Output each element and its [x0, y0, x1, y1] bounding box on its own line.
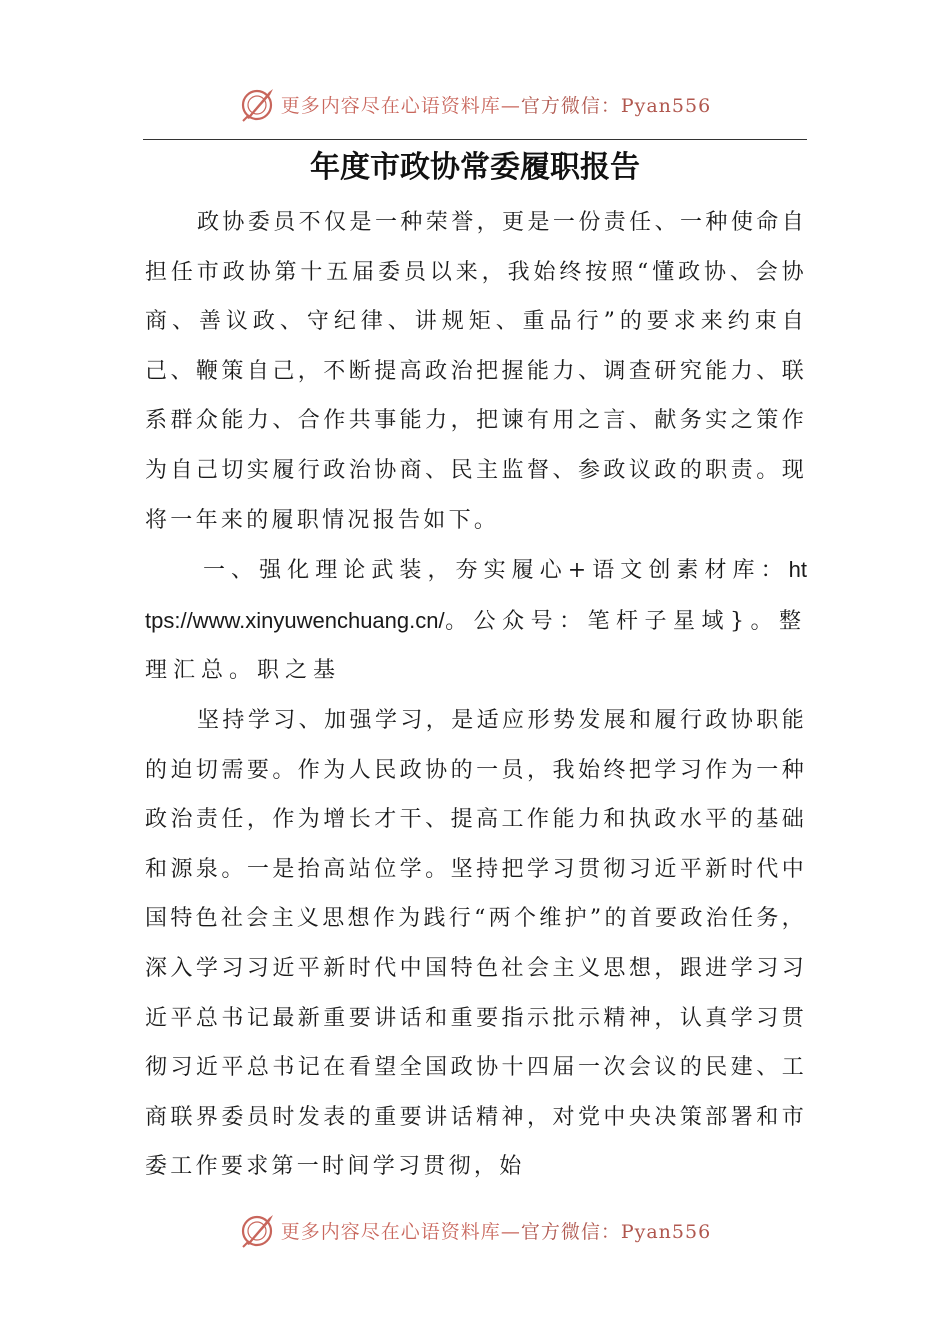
quill-seal-logo-icon — [239, 1210, 279, 1250]
header-watermark — [0, 82, 950, 126]
document-title: 年度市政协常委履职报告 — [310, 150, 640, 185]
intro-paragraph: 政协委员不仅是一种荣誉，更是一份责任、一种使命自担任市政协第十五届委员以来，我始终按照“懂政协、会协商、善议政、守纪律、讲规矩、重品行”的要求来约束自己、鞭策自己，不断提高政治把握能力、调查研究能力、联系群众能力、合作共事能力，把谏有用之言、献务实之策作为自己切实履行政治协商、民主监督、参政议政的职责。现将一年来的履职情况报告如下。 — [145, 210, 807, 533]
footer-watermark — [0, 1208, 950, 1252]
watermark-text: 更多内容尽在心语资料库 — [280, 1220, 501, 1243]
watermark-text: 更多内容尽在心语资料库 — [280, 94, 501, 117]
section-heading-prefix: 一、强化理论武装，夯实履心+语文创素材库： — [203, 558, 789, 584]
watermark-official-label: 官方微信： — [520, 94, 621, 117]
watermark-official-label: 官方微信： — [520, 1220, 621, 1243]
watermark-separator: — — [500, 94, 521, 117]
watermark-wechat-id: Pyan556 — [620, 1220, 712, 1243]
watermark-wechat-id: Pyan556 — [620, 94, 712, 117]
watermark-separator: — — [500, 1220, 521, 1243]
header-rule — [143, 139, 807, 140]
document-body — [145, 198, 807, 1192]
section-heading-1 — [145, 545, 807, 696]
quill-seal-logo-icon — [239, 84, 279, 124]
study-paragraph: 坚持学习、加强学习，是适应形势发展和履行政协职能的迫切需要。作为人民政协的一员，我始终把学习作为一种政治责任，作为增长才干、提高工作能力和执政水平的基础和源泉。一是抬高站位学。坚持把学习贯彻习近平新时代中国特色社会主义思想作为践行“两个维护”的首要政治任务，深入学习习近平新时代中国特色社会主义思想，跟进学习习近平总书记最新重要讲话和重要指示批示精神，认真学习贯彻习近平总书记在看望全国政协十四届一次会议的民建、工商联界委员时发表的重要讲话精神，对党中央决策部署和市委工作要求第一时间学习贯彻，始 — [145, 707, 807, 1180]
section-heading-suffix: 。公众号：笔杆子星域}。整理汇总。职之基 — [145, 608, 807, 684]
resource-url-link[interactable]: https://www.xinyuwenchuang.cn/ — [145, 557, 807, 633]
